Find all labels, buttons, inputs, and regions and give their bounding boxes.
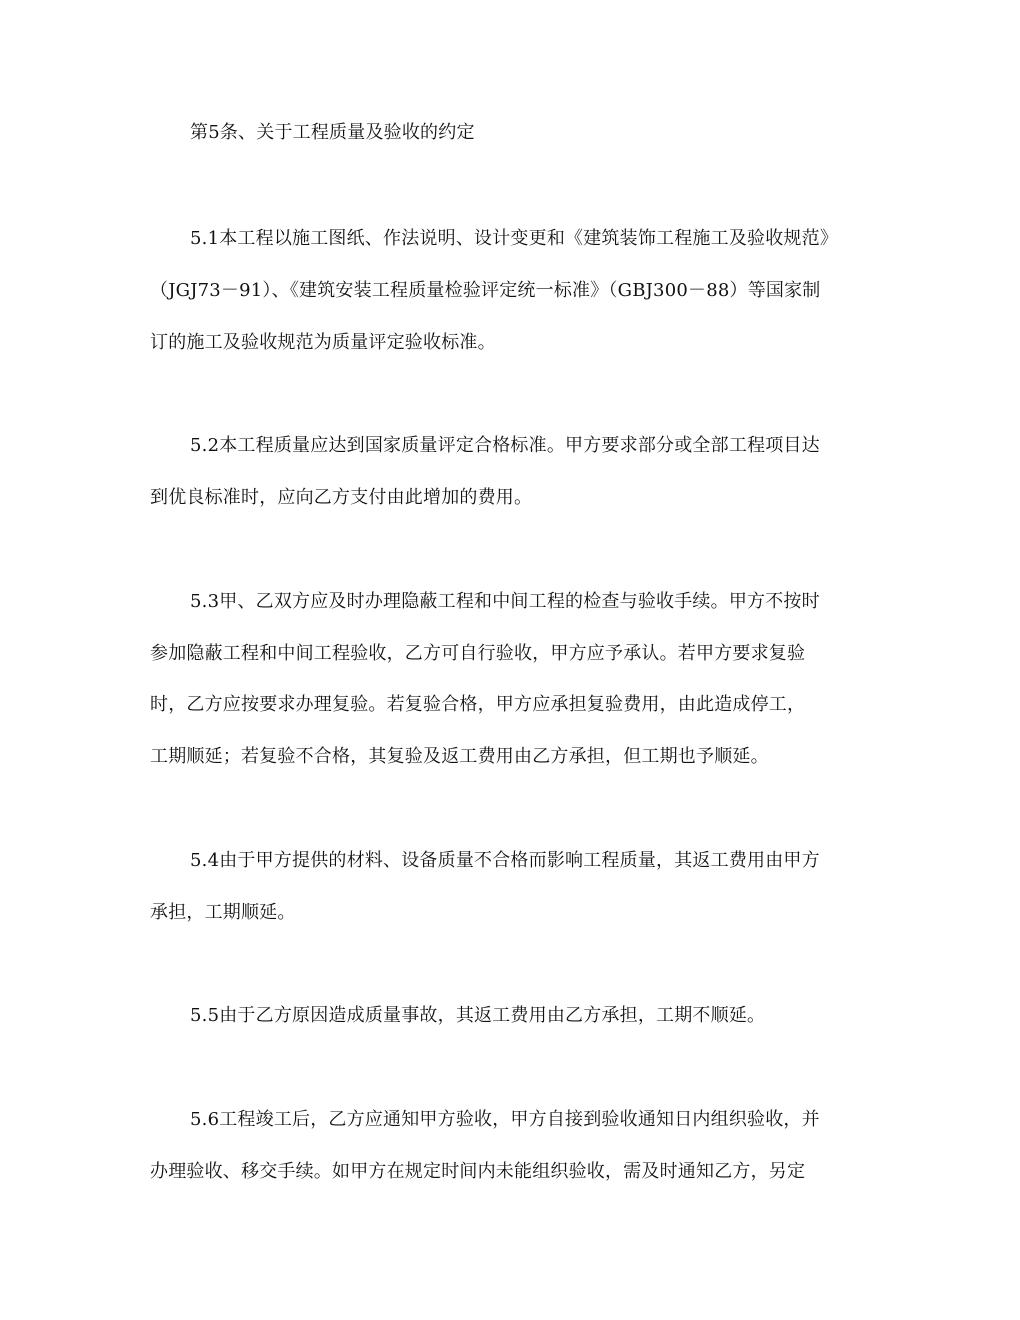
paragraph-line: 5.3甲、乙双方应及时办理隐蔽工程和中间工程的检查与验收手续。甲方不按时 (190, 591, 820, 612)
paragraph-line: 到优良标准时，应向乙方支付由此增加的费用。 (150, 487, 533, 508)
paragraph-line: 5.1本工程以施工图纸、作法说明、设计变更和《建筑装饰工程施工及验收规范》 (190, 228, 839, 249)
paragraph-line: （JGJ73－91）、《建筑安装工程质量检验评定统一标准》（GBJ300－88）等国家制 (150, 280, 821, 301)
paragraph-line: 工期顺延；若复验不合格，其复验及返工费用由乙方承担，但工期也予顺延。 (150, 746, 769, 767)
paragraph-line: 承担，工期顺延。 (150, 902, 296, 923)
paragraph-line: 订的施工及验收规范为质量评定验收标准。 (150, 332, 496, 353)
paragraph-line: 办理验收、移交手续。如甲方在规定时间内未能组织验收，需及时通知乙方，另定 (150, 1161, 806, 1182)
paragraph-line: 5.2本工程质量应达到国家质量评定合格标准。甲方要求部分或全部工程项目达 (190, 435, 820, 456)
paragraph-line: 时，乙方应按要求办理复验。若复验合格，甲方应承担复验费用，由此造成停工， (150, 694, 806, 715)
paragraph-line: 5.5由于乙方原因造成质量事故，其返工费用由乙方承担，工期不顺延。 (190, 1005, 766, 1026)
section-heading: 第5条、关于工程质量及验收的约定 (190, 122, 475, 143)
paragraph-line: 参加隐蔽工程和中间工程验收，乙方可自行验收，甲方应予承认。若甲方要求复验 (150, 643, 806, 664)
paragraph-line: 5.6工程竣工后，乙方应通知甲方验收，甲方自接到验收通知日内组织验收，并 (190, 1109, 820, 1130)
paragraph-line: 5.4由于甲方提供的材料、设备质量不合格而影响工程质量，其返工费用由甲方 (190, 850, 820, 871)
